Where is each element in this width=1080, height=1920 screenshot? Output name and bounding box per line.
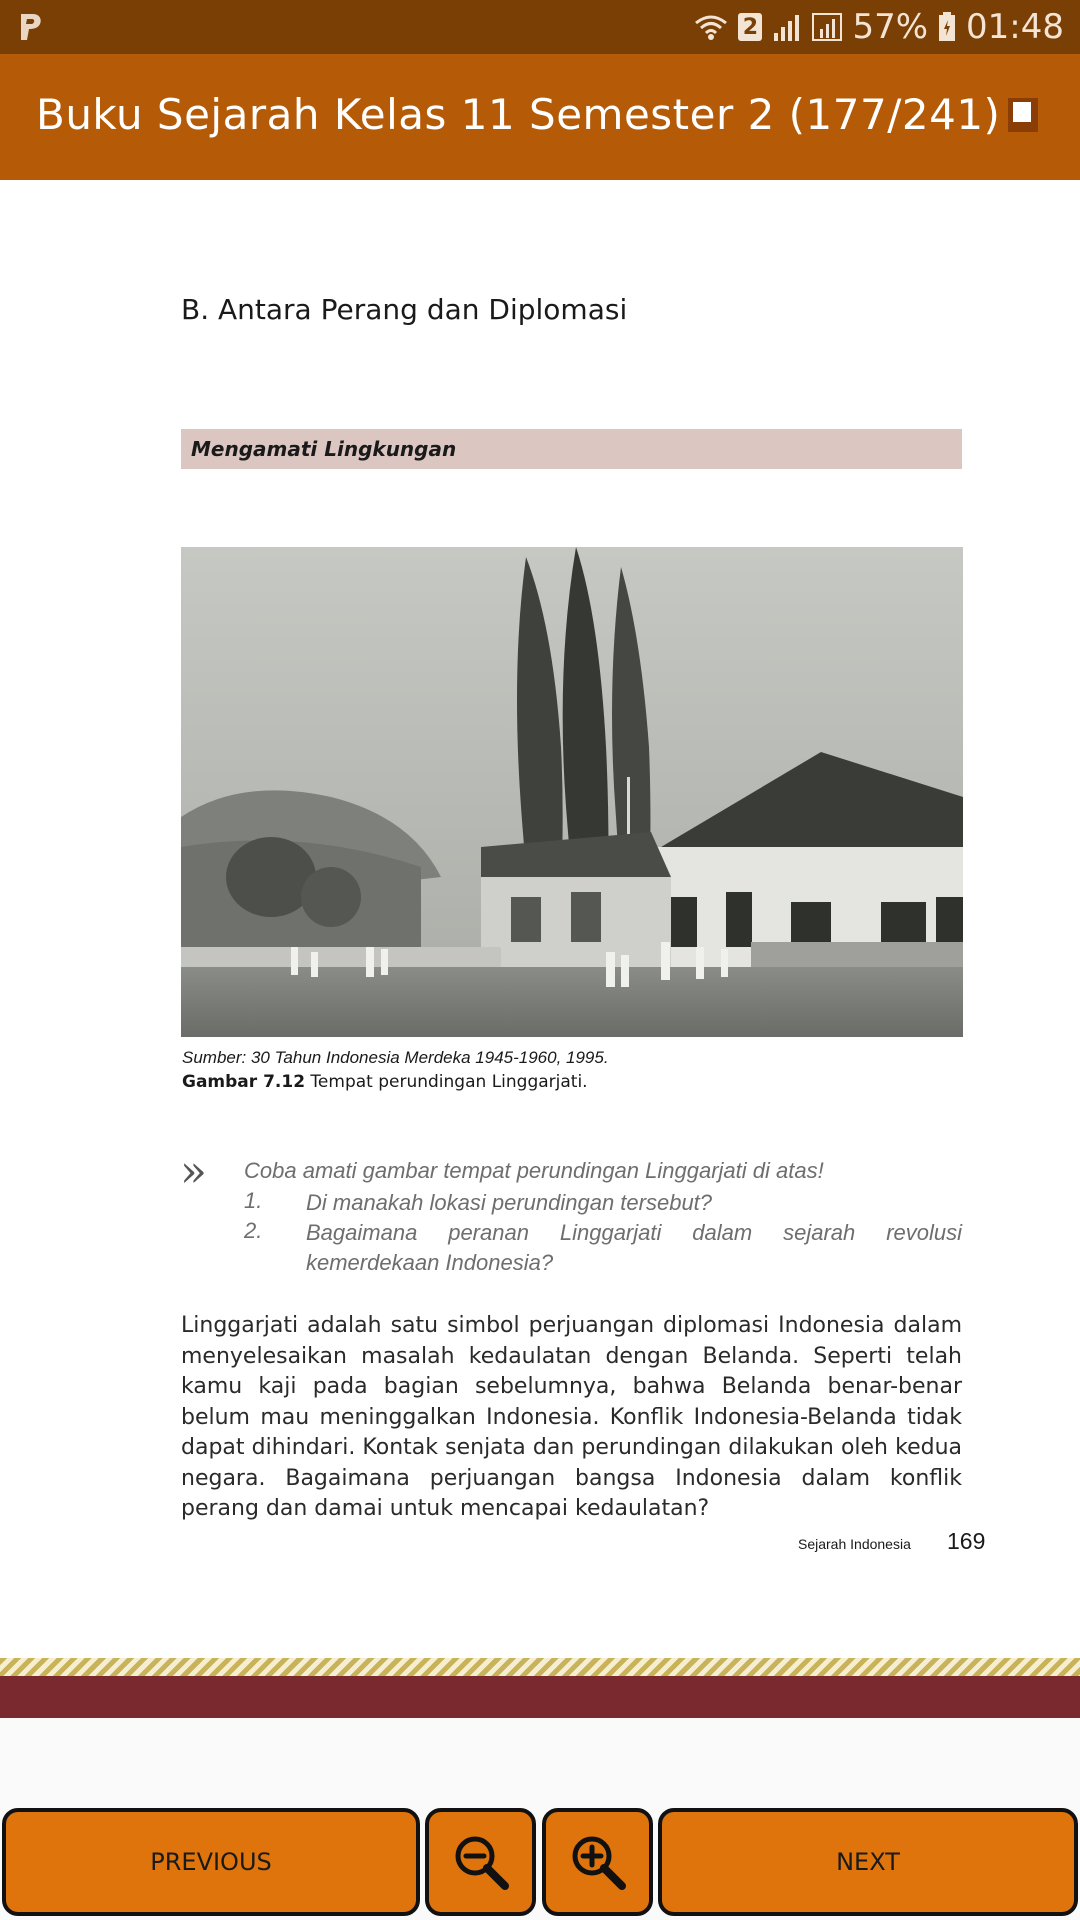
previous-button[interactable]: PREVIOUS [2,1808,420,1916]
zoom-in-icon [568,1832,628,1892]
question-text: Bagaimana peranan Linggarjati dalam sejarah revolusi kemerdekaan Indonesia? [306,1220,962,1275]
app-title: Buku Sejarah Kelas 11 Semester 2 (177/241) [36,90,1001,139]
sim-badge: 2 [738,13,762,41]
status-bar [0,0,1080,54]
question-text: Di manakah lokasi perundingan tersebut? [306,1190,713,1215]
caption-source: Sumber: 30 Tahun Indonesia Merdeka 1945-1960, 1995. [182,1048,609,1067]
section-heading: B. Antara Perang dan Diplomasi [181,293,628,326]
next-button[interactable]: NEXT [658,1808,1078,1916]
wifi-icon [694,13,728,41]
decorative-maroon-band [0,1676,1080,1718]
observe-banner [181,429,962,469]
quote-mark-icon: » [180,1146,207,1197]
footer-book-title: Sejarah Indonesia [798,1536,911,1552]
figure-label: Gambar 7.12 [182,1072,306,1092]
question-number: 1. [244,1188,263,1213]
zoom-out-icon [451,1832,511,1892]
p-logo-icon [16,12,44,42]
zoom-in-button[interactable] [542,1808,653,1916]
footer-page-number: 169 [947,1528,986,1554]
figure-caption-text: Tempat perundingan Linggarjati. [305,1072,588,1092]
historic-building-photo [181,547,963,1037]
zoom-out-button[interactable] [425,1808,536,1916]
battery-icon [938,12,956,42]
status-icons [694,0,1064,54]
body-paragraph: Linggarjati adalah satu simbol perjuangan diplomasi Indonesia dalam menyelesaikan masalah kedaulatan dengan Belanda. Seperti telah kamu kaji pada bagian sebelumnya, bahwa Belanda benar-benar belum mau meninggalkan Indonesia. Konflik Indonesia-Belanda tidak dapat dihindari. Kontak senjata dan perundingan dilakukan oleh kedua negara. Bagaimana perjuangan bangsa Indonesia dalam konflik perang dan damai untuk mencapai kedaulatan? [181,1313,962,1521]
decorative-stripe-band [0,1658,1080,1676]
signal-icon-2 [812,13,842,41]
figure-caption [182,1072,588,1092]
bookmark-icon-fill [1013,102,1031,122]
clock: 01:48 [966,7,1064,47]
signal-icon [772,13,802,41]
app-bar [0,54,1080,180]
battery-percent: 57% [852,7,929,47]
observe-label: Mengamati Lingkungan [191,437,457,461]
question-number: 2. [244,1218,263,1243]
book-page[interactable] [0,180,1080,1718]
question-intro: Coba amati gambar tempat perundingan Linggarjati di atas! [244,1158,824,1183]
bookmark-button[interactable] [1008,98,1038,132]
